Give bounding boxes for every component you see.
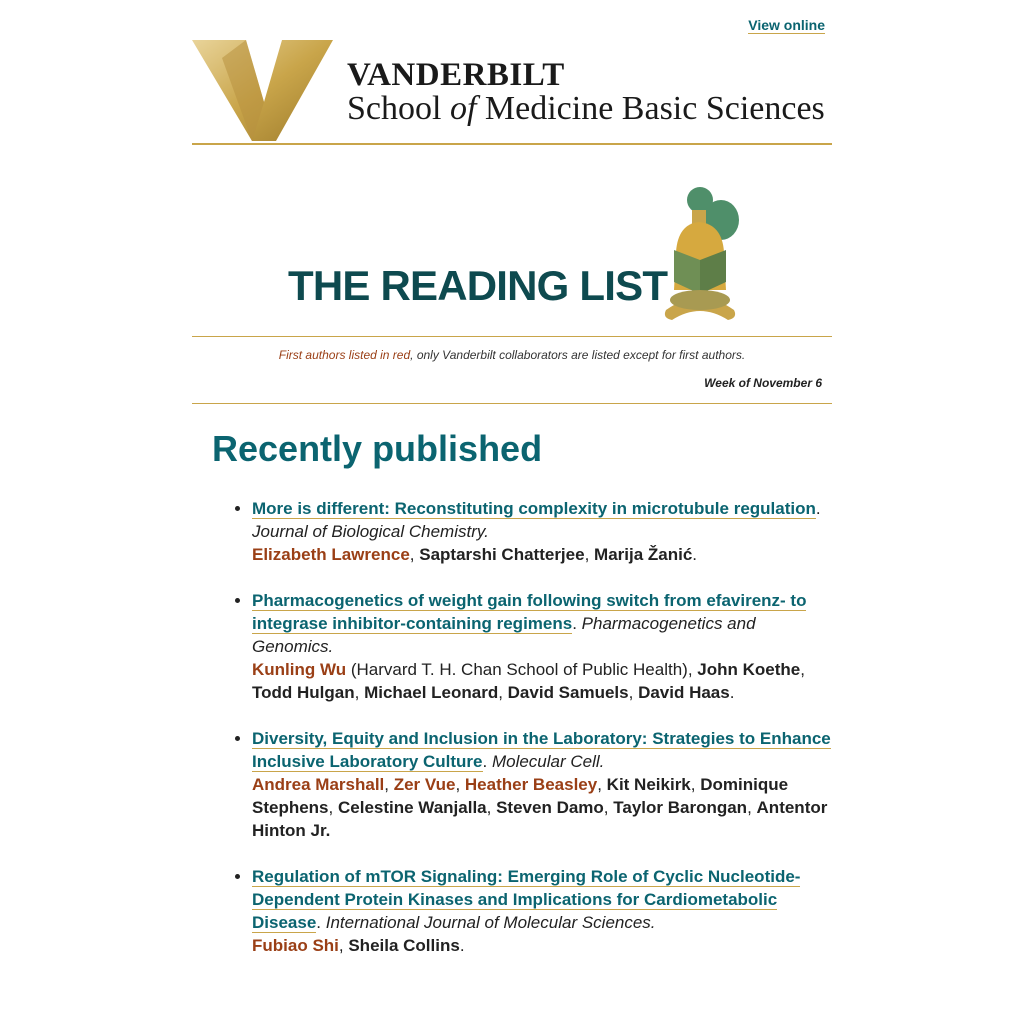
author: Sheila Collins (348, 936, 460, 955)
author-separator: , (800, 660, 805, 679)
first-author: Kunling Wu (252, 660, 347, 679)
author: Saptarshi Chatterjee (419, 545, 585, 564)
author-separator: , (409, 545, 420, 564)
first-author: Heather Beasley (464, 775, 598, 794)
publication-item (252, 865, 832, 957)
divider (192, 403, 832, 404)
title-separator: . (572, 614, 582, 633)
author: David Haas (638, 683, 730, 702)
author-separator: , (498, 683, 508, 702)
title-separator: . (815, 499, 821, 518)
publication-title-link[interactable]: Regulation of mTOR Signaling: Emerging Role of Cyclic Nucleotide-Dependent Protein Kinases and Implications for Cardiometabolic Disease (252, 867, 801, 932)
first-author: Elizabeth Lawrence (252, 545, 410, 564)
author-separator: , (584, 545, 595, 564)
author: Kit Neikirk (606, 775, 691, 794)
author: Marija Žanić (594, 545, 693, 564)
first-author: Fubiao Shi (252, 936, 339, 955)
publication-title-link[interactable]: Diversity, Equity and Inclusion in the Laboratory: Strategies to Enhance Inclusive Laboratory Culture (252, 729, 831, 771)
publication-title-link[interactable]: Pharmacogenetics of weight gain following switch from efavirenz- to integrase inhibitor-containing regimens (252, 591, 807, 633)
author-separator: , (690, 775, 701, 794)
reading-list-banner (192, 180, 832, 330)
journal-name: Pharmacogenetics and Genomics. (252, 614, 756, 656)
first-author: Zer Vue (393, 775, 456, 794)
journal-name: International Journal of Molecular Sciences. (325, 913, 656, 932)
title-separator: . (316, 913, 326, 932)
brand-subtitle: School of Medicine Basic Sciences (347, 90, 825, 127)
author: Todd Hulgan (252, 683, 355, 702)
masthead (192, 40, 832, 145)
author-separator: , (338, 936, 349, 955)
publication-title-link[interactable]: More is different: Reconstituting complexity in microtubule regulation (252, 499, 816, 518)
title-separator: . (482, 752, 492, 771)
author-separator: , (597, 775, 607, 794)
author: Dominique Stephens (252, 775, 789, 817)
author-separator: , (687, 660, 698, 679)
author: Michael Leonard (364, 683, 499, 702)
author: John Koethe (697, 660, 801, 679)
section-title: Recently published (212, 428, 543, 469)
reader-illustration-icon (656, 182, 756, 327)
journal-name: Molecular Cell. (491, 752, 605, 771)
authors-note: First authors listed in red, only Vanderbilt collaborators are listed except for first authors. (278, 348, 746, 362)
view-online-link[interactable]: View online (748, 17, 825, 33)
first-author: Andrea Marshall (252, 775, 385, 794)
banner-title: THE READING LIST (288, 262, 668, 309)
author-separator: , (747, 798, 757, 817)
brand-name: VANDERBILT (347, 57, 565, 93)
author-separator: , (603, 798, 614, 817)
publication-item (252, 727, 832, 842)
week-label: Week of November 6 (704, 376, 822, 390)
publication-item (252, 497, 832, 566)
author-separator: . (459, 936, 465, 955)
author-separator: . (692, 545, 698, 564)
author: Antentor Hinton Jr. (252, 798, 828, 840)
author-separator: , (455, 775, 465, 794)
vanderbilt-v-logo (192, 40, 334, 142)
author: David Samuels (507, 683, 629, 702)
author-separator: . (729, 683, 735, 702)
author-separator: , (628, 683, 639, 702)
author-separator: , (354, 683, 365, 702)
email-container (192, 0, 832, 1024)
author: Taylor Barongan (613, 798, 748, 817)
author: Steven Damo (496, 798, 604, 817)
author-separator: , (384, 775, 394, 794)
author-separator: , (328, 798, 338, 817)
author: Celestine Wanjalla (337, 798, 487, 817)
divider (192, 336, 832, 337)
author-affiliation: (Harvard T. H. Chan School of Public Health) (346, 660, 688, 679)
publication-item (252, 589, 832, 704)
journal-name: Journal of Biological Chemistry. (252, 522, 489, 541)
publication-list (212, 497, 832, 980)
author-separator: , (486, 798, 497, 817)
